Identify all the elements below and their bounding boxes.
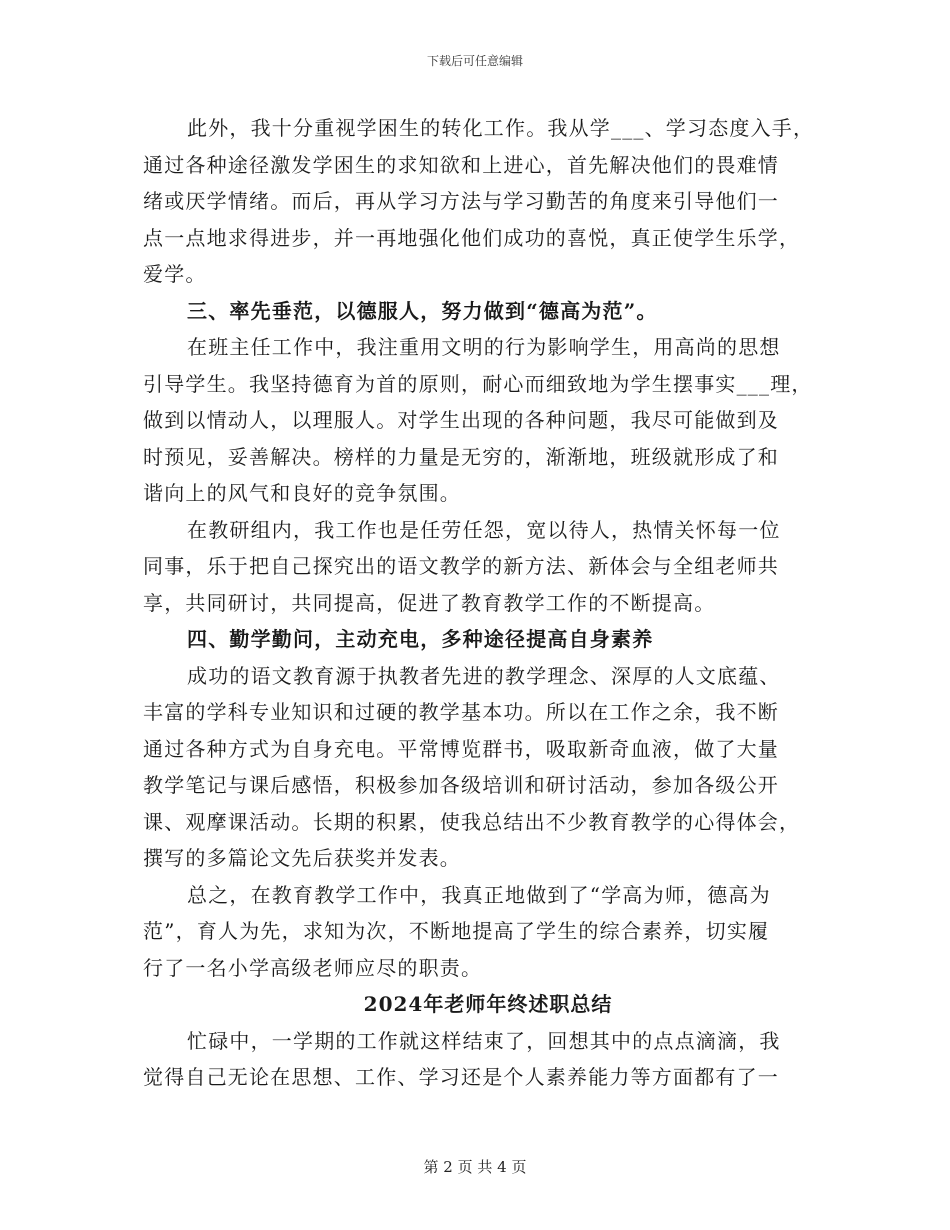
paragraph-line: 忙碌中，一学期的工作就这样结束了，回想其中的点点滴滴，我 bbox=[187, 1028, 781, 1053]
paragraph-line: 课、观摩课活动。长期的积累，使我总结出不少教育教学的心得体会， bbox=[143, 809, 801, 834]
page-header: 下载后可任意编辑 bbox=[426, 54, 523, 68]
paragraph-line: 丰富的学科专业知识和过硬的教学基本功。所以在工作之余，我不断 bbox=[143, 700, 779, 724]
paragraph-line: 绪或厌学情绪。而后，再从学习方法与学习勤苦的角度来引导他们一 bbox=[143, 189, 779, 213]
paragraph-line: 范”，育人为先，求知为次，不断地提高了学生的综合素养，切实履 bbox=[143, 919, 770, 943]
paragraph-line: 成功的语文教育源于执教者先进的教学理念、深厚的人文底蕴、 bbox=[187, 663, 781, 688]
paragraph-line: 享，共同研讨，共同提高，促进了教育教学工作的不断提高。 bbox=[143, 590, 716, 615]
paragraph-line: 谐向上的风气和良好的竞争氛围。 bbox=[143, 481, 461, 505]
section-heading: 三、率先垂范，以德服人，努力做到“德高为范”。 bbox=[187, 298, 658, 323]
paragraph-line: 总之，在教育教学工作中，我真正地做到了“学高为师，德高为 bbox=[187, 882, 771, 907]
section-heading: 四、勤学勤问，主动充电，多种途径提高自身素养 bbox=[187, 627, 654, 651]
paragraph-line: 爱学。 bbox=[143, 262, 207, 286]
paragraph-line: 做到以情动人，以理服人。对学生出现的各种问题，我尽可能做到及 bbox=[143, 408, 779, 432]
paragraph-line: 撰写的多篇论文先后获奖并发表。 bbox=[143, 846, 461, 870]
paragraph-line: 点一点地求得进步，并一再地强化他们成功的喜悦，真正使学生乐学， bbox=[143, 225, 801, 250]
paragraph-line: 教学笔记与课后感悟，积极参加各级培训和研讨活动，参加各级公开 bbox=[143, 773, 779, 797]
page-footer: 第 2 页 共 4 页 bbox=[423, 1158, 527, 1176]
paragraph-line: 在教研组内，我工作也是任劳任怨，宽以待人，热情关怀每一位 bbox=[187, 517, 781, 542]
document-body bbox=[143, 110, 833, 1096]
paragraph-line: 在班主任工作中，我注重用文明的行为影响学生，用高尚的思想 bbox=[187, 335, 781, 359]
paragraph-line: 此外，我十分重视学困生的转化工作。我从学___、学习态度入手， bbox=[187, 116, 815, 140]
paragraph-line: 通过各种方式为自身充电。平常博览群书，吸取新奇血液，做了大量 bbox=[143, 736, 779, 761]
paragraph-line: 引导学生。我坚持德育为首的原则，耐心而细致地为学生摆事实___理， bbox=[143, 371, 813, 396]
paragraph-line: 行了一名小学高级老师应尽的职责。 bbox=[143, 955, 483, 980]
paragraph-line: 同事，乐于把自己探究出的语文教学的新方法、新体会与全组老师共 bbox=[143, 554, 779, 578]
paragraph-line: 时预见，妥善解决。榜样的力量是无穷的，渐渐地，班级就形成了和 bbox=[143, 444, 779, 469]
section-title: 2024年老师年终述职总结 bbox=[363, 992, 613, 1016]
paragraph-line: 通过各种途径激发学困生的求知欲和上进心，首先解决他们的畏难情 bbox=[143, 152, 779, 177]
paragraph-line: 觉得自己无论在思想、工作、学习还是个人素养能力等方面都有了一 bbox=[143, 1065, 779, 1089]
